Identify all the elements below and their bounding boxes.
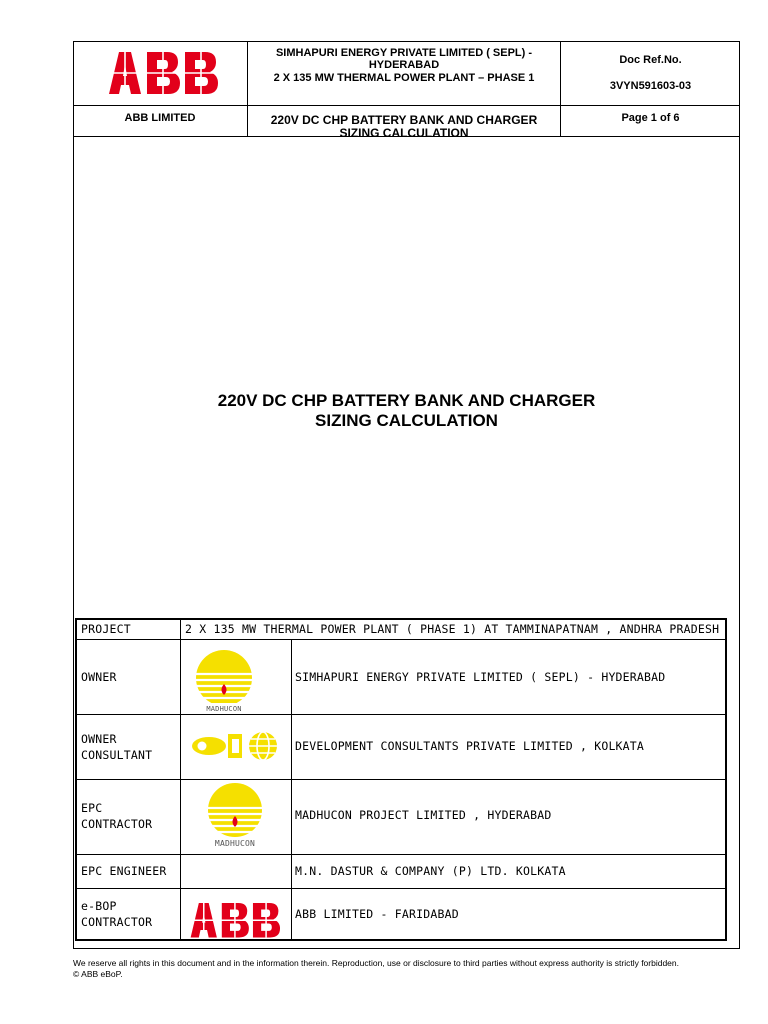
project-value: 2 X 135 MW THERMAL POWER PLANT ( PHASE 1) AT TAMMINAPATNAM , ANDHRA PRADESH (185, 622, 720, 636)
header-company-cell (73, 106, 248, 137)
main-title-line1: 220V DC CHP BATTERY BANK AND CHARGER (217, 391, 596, 410)
header-docref-cell (561, 41, 740, 106)
abb-logo-icon (107, 52, 221, 94)
epc-contractor-label1: EPC (81, 801, 103, 815)
dcpl-logo-icon (181, 715, 292, 779)
header-project-cell (248, 41, 561, 106)
owner-consultant-label2: CONSULTANT (81, 748, 153, 762)
table-row-epc-contractor (77, 780, 725, 855)
document-header (73, 41, 740, 140)
ebop-contractor-label1: e-BOP (81, 899, 117, 913)
owner-consultant-value: DEVELOPMENT CONSULTANTS PRIVATE LIMITED , KOLKATA (295, 739, 645, 753)
ebop-contractor-label2: CONTRACTOR (81, 915, 153, 929)
header-title-line1: 220V DC CHP BATTERY BANK AND CHARGER (270, 113, 538, 127)
doc-ref-label: Doc Ref.No. (619, 54, 682, 66)
project-plant-line: 2 X 135 MW THERMAL POWER PLANT – PHASE 1 (273, 72, 535, 84)
table-row-owner (77, 640, 725, 715)
project-table (75, 618, 727, 941)
epc-engineer-value: M.N. DASTUR & COMPANY (P) LTD. KOLKATA (295, 864, 566, 878)
main-title-line2: SIZING CALCULATION (315, 411, 498, 430)
header-logo-cell (73, 41, 248, 106)
footer-copyright: © ABB eBoP. (73, 969, 123, 979)
table-row-ebop-contractor (77, 889, 725, 941)
company-name: ABB LIMITED (124, 112, 196, 124)
project-owner-line: SIMHAPURI ENERGY PRIVATE LIMITED ( SEPL) - (275, 47, 533, 59)
madhucon-sun-logo-icon (181, 640, 292, 714)
epc-engineer-label: EPC ENGINEER (81, 864, 167, 878)
header-title-line2: SIZING CALCULATION (339, 126, 469, 140)
main-title (73, 391, 740, 431)
header-page-cell (561, 106, 740, 137)
project-label: PROJECT (81, 622, 131, 636)
footer (73, 958, 753, 980)
owner-label: OWNER (81, 670, 117, 684)
table-row-epc-engineer (77, 855, 725, 889)
table-row-owner-consultant (77, 715, 725, 780)
ebop-contractor-value: ABB LIMITED - FARIDABAD (295, 907, 459, 921)
page-number: Page 1 of 6 (621, 112, 680, 124)
header-title-cell (248, 106, 561, 140)
madhucon-sun-logo-icon (181, 780, 292, 854)
madhucon-logo-text: MADHUCON (214, 839, 256, 848)
doc-ref-value: 3VYN591603-03 (609, 80, 692, 92)
owner-consultant-label1: OWNER (81, 732, 117, 746)
footer-rights-text: We reserve all rights in this document and in the information therein. Reproduction, use or disclosure to third parties without express authority is strictly forbidden. (73, 958, 679, 968)
table-row-project (77, 620, 725, 640)
abb-logo-icon (181, 889, 292, 939)
epc-contractor-value: MADHUCON PROJECT LIMITED , HYDERABAD (295, 808, 552, 822)
project-owner-city: HYDERABAD (368, 59, 440, 71)
owner-value: SIMHAPURI ENERGY PRIVATE LIMITED ( SEPL) - HYDERABAD (295, 670, 666, 684)
madhucon-logo-text: MADHUCON (206, 705, 242, 713)
epc-contractor-label2: CONTRACTOR (81, 817, 153, 831)
